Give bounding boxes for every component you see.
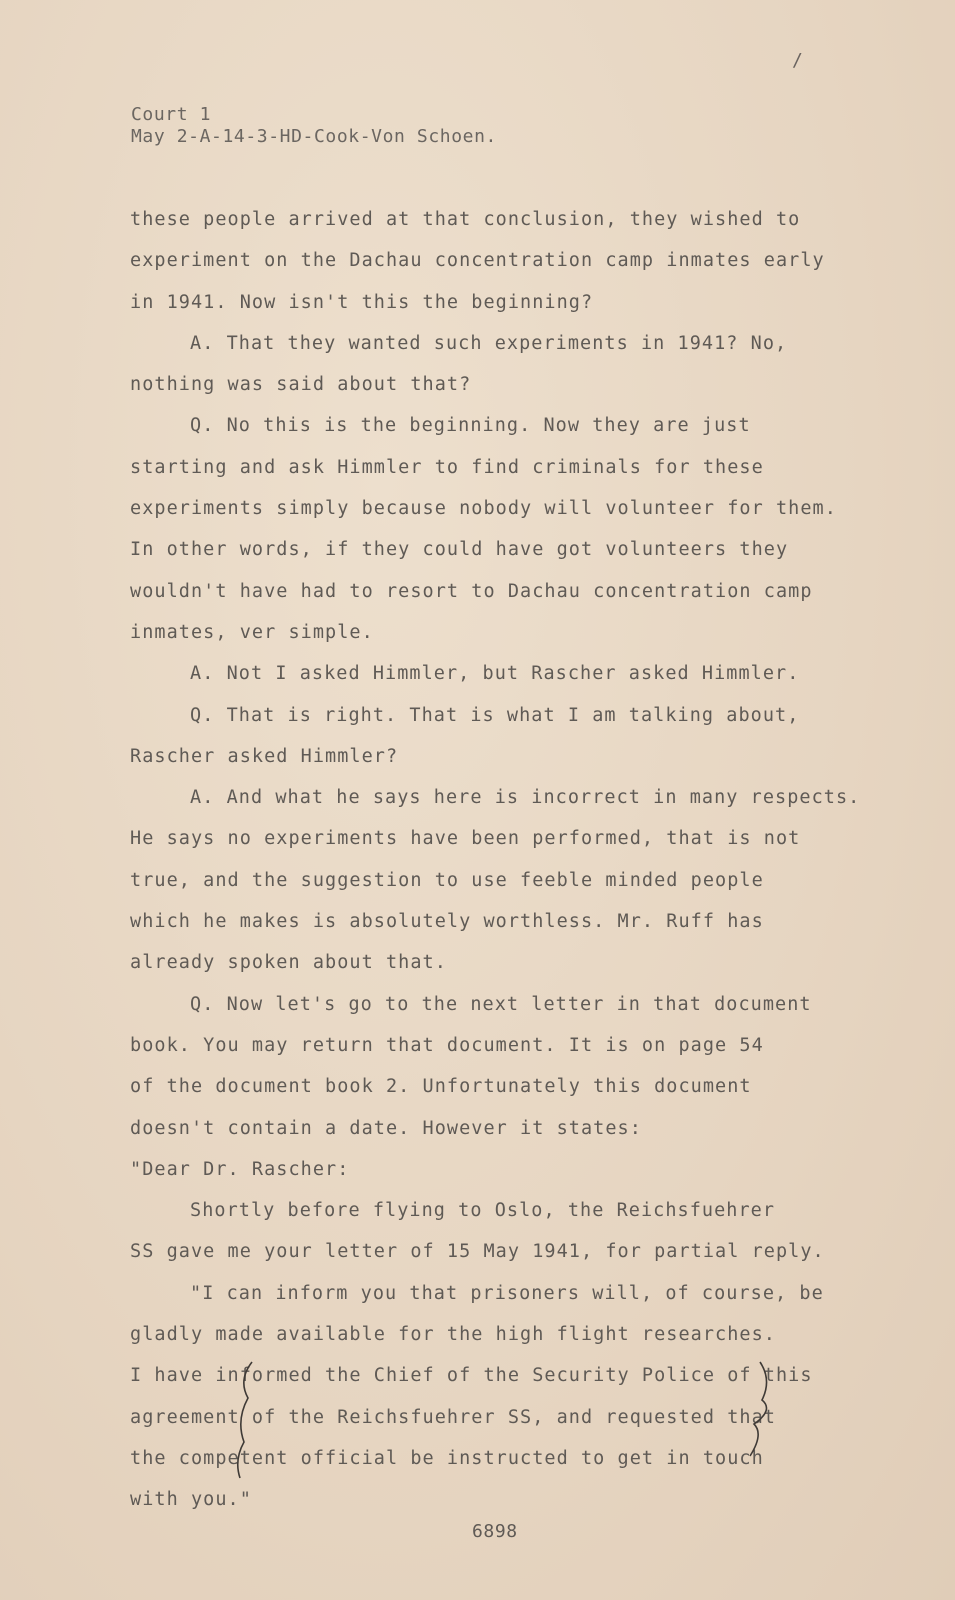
page-number: 6898 [472,1521,518,1542]
transcript-line: "I can inform you that prisoners will, of course, be [190,1282,824,1304]
transcript-line: experiment on the Dachau concentration camp inmates early [130,250,825,272]
court-label: Court 1 [131,104,212,125]
transcript-line: inmates, ver simple. [130,621,374,643]
transcript-line: gladly made available for the high flight researches. [130,1324,776,1346]
transcript-line: which he makes is absolutely worthless. Mr. Ruff has [130,911,764,933]
document-header [131,104,497,148]
page-mark: / [792,50,803,71]
transcript-line: book. You may return that document. It is on page 54 [130,1034,764,1056]
transcript-line: Shortly before flying to Oslo, the Reichsfuehrer [190,1200,776,1222]
transcript-line: "Dear Dr. Rascher: [130,1158,350,1180]
transcript-line: these people arrived at that conclusion, they wished to [130,209,801,230]
transcript-line: nothing was said about that? [130,374,472,396]
transcript-line: Q. Now let's go to the next letter in that document [190,993,812,1015]
transcript-line: A. And what he says here is incorrect in many respects. [190,787,861,809]
transcript-line: I have informed the Chief of the Security Police of this [130,1365,813,1387]
transcript-line: SS gave me your letter of 15 May 1941, for partial reply. [130,1241,825,1263]
transcript-line: doesn't contain a date. However it states: [130,1117,642,1139]
transcript-line: in 1941. Now isn't this the beginning? [130,291,594,313]
transcript-line: true, and the suggestion to use feeble minded people [130,869,764,891]
transcript-line: Rascher asked Himmler? [130,745,399,767]
transcript-line: agreement of the Reichsfuehrer SS, and requested that [130,1406,776,1428]
transcript-line: A. That they wanted such experiments in 1941? No, [190,332,788,354]
transcript-line: Q. That is right. That is what I am talking about, [190,704,800,726]
transcript-line: already spoken about that. [130,952,447,974]
transcript-line: Q. No this is the beginning. Now they are just [190,415,751,437]
transcript-line: of the document book 2. Unfortunately this document [130,1076,752,1098]
transcript-line: with you." [130,1489,252,1511]
transcript-line: the competent official be instructed to get in touch [130,1447,764,1469]
transcript-line: In other words, if they could have got volunteers they [130,539,789,561]
transcript-body [130,199,900,1521]
transcript-line: experiments simply because nobody will volunteer for them. [130,498,837,520]
transcript-line: wouldn't have had to resort to Dachau concentration camp [130,580,813,602]
transcript-line: He says no experiments have been performed, that is not [130,828,801,850]
session-code: May 2-A-14-3-HD-Cook-Von Schoen. [131,126,497,147]
transcript-line: A. Not I asked Himmler, but Rascher asked Himmler. [190,663,800,685]
transcript-line: starting and ask Himmler to find criminals for these [130,456,764,478]
